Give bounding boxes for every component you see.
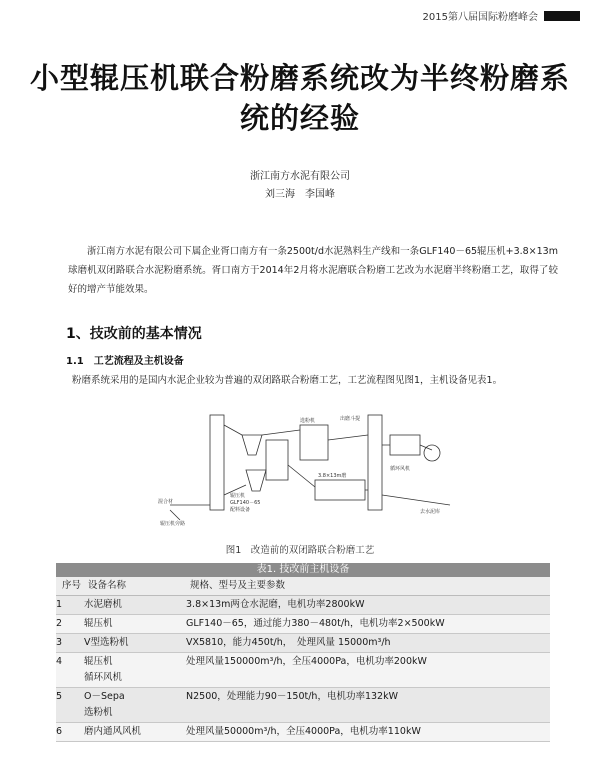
label-separator: 选粉机 xyxy=(300,418,316,424)
cyclone-2 xyxy=(246,470,266,491)
cell-no: 6 xyxy=(56,726,63,737)
cell-spec: 处理风量150000m³/h，全压4000Pa，电机功率200kW xyxy=(186,656,427,667)
abstract-text: 浙江南方水泥有限公司下属企业胥口南方有一条2500t/d水泥熟料生产线和一条GLF140－65辊压机+3.8×13m球磨机双闭路联合水泥粉磨系统。胥口南方于2014年2月将水泥磨联合粉磨工艺改为水泥磨半终粉磨工艺，取得了较好的增产节能效果。 xyxy=(68,246,558,295)
label-to-silo: 去水泥库 xyxy=(420,509,441,515)
table-row xyxy=(56,634,550,653)
subsection-heading: 1.1 工艺流程及主机设备 xyxy=(66,356,184,367)
affiliation: 浙江南方水泥有限公司 xyxy=(250,171,350,182)
abstract xyxy=(68,242,558,299)
cyclone-1 xyxy=(242,435,262,455)
table-row xyxy=(56,615,550,634)
cell-name: 辊压机 xyxy=(84,618,113,629)
ball-mill xyxy=(315,480,365,500)
label-mixed-material: 混合材 xyxy=(158,499,174,505)
cell-no: 1 xyxy=(56,599,63,610)
cell-no: 2 xyxy=(56,618,63,629)
label-glf: GLF140－65 xyxy=(230,500,261,506)
cell-name: 辊压机 循环风机 xyxy=(84,656,123,683)
process-flow-diagram xyxy=(150,395,480,530)
section-heading: 1、技改前的基本情况 xyxy=(66,326,202,342)
header-spec: 规格、型号及主要参数 xyxy=(190,580,286,591)
o-sepa xyxy=(300,425,328,460)
table-row xyxy=(56,653,550,688)
table-row xyxy=(56,688,550,723)
equipment-table xyxy=(56,563,550,742)
running-header xyxy=(423,8,580,23)
table-title: 表1. 技改前主机设备 xyxy=(56,563,550,577)
dust-collector xyxy=(390,435,420,455)
cell-spec: VX5810，能力450t/h， 处理风量 15000m³/h xyxy=(186,637,391,648)
cell-spec: 3.8×13m两仓水泥磨，电机功率2800kW xyxy=(186,599,365,610)
cell-name: V型选粉机 xyxy=(84,637,129,648)
table-row xyxy=(56,596,550,615)
label-roller-press: 辊压机 xyxy=(230,493,246,499)
bucket-elevator-left xyxy=(210,415,224,510)
cell-spec: N2500，处理能力90－150t/h，电机功率132kW xyxy=(186,691,398,702)
cell-spec: GLF140－65，通过能力380－480t/h，电机功率2×500kW xyxy=(186,618,445,629)
cell-spec: 处理风量50000m³/h，全压4000Pa，电机功率110kW xyxy=(186,726,421,737)
figure-caption: 图1 改造前的双闭路联合粉磨工艺 xyxy=(225,545,375,556)
cell-name: 磨内通风风机 xyxy=(84,726,142,737)
paper-title: 小型辊压机联合粉磨系统改为半终粉磨系统的经验 xyxy=(30,61,571,135)
label-elevator: 出磨斗提 xyxy=(340,416,361,422)
cell-no: 3 xyxy=(56,637,63,648)
cell-no: 4 xyxy=(56,656,63,667)
v-separator xyxy=(266,440,288,480)
table-row xyxy=(56,723,550,742)
authors: 刘三海 李国峰 xyxy=(265,189,335,200)
feed-lines xyxy=(170,505,210,520)
bucket-elevator-right xyxy=(368,415,382,510)
cell-name: 水泥磨机 xyxy=(84,599,123,610)
flow-lines xyxy=(224,425,450,505)
label-fan: 循环风机 xyxy=(390,466,411,472)
label-mill: 3.8×13m磨 xyxy=(318,473,347,479)
label-batching: 配料设备 xyxy=(230,507,251,513)
cell-no: 5 xyxy=(56,691,63,702)
header-text: 2015第八届国际粉磨峰会 xyxy=(422,12,538,23)
cell-name: O－Sepa 选粉机 xyxy=(84,691,125,718)
section-paragraph: 粉磨系统采用的是国内水泥企业较为普遍的双闭路联合粉磨工艺，工艺流程图见图1，主机设备见表1。 xyxy=(72,375,503,386)
table-header-row xyxy=(56,577,550,596)
header-name: 设备名称 xyxy=(88,580,127,591)
label-bypass: 辊压机旁路 xyxy=(160,521,186,527)
header-no: 序号 xyxy=(62,580,82,591)
header-bar xyxy=(544,11,580,21)
